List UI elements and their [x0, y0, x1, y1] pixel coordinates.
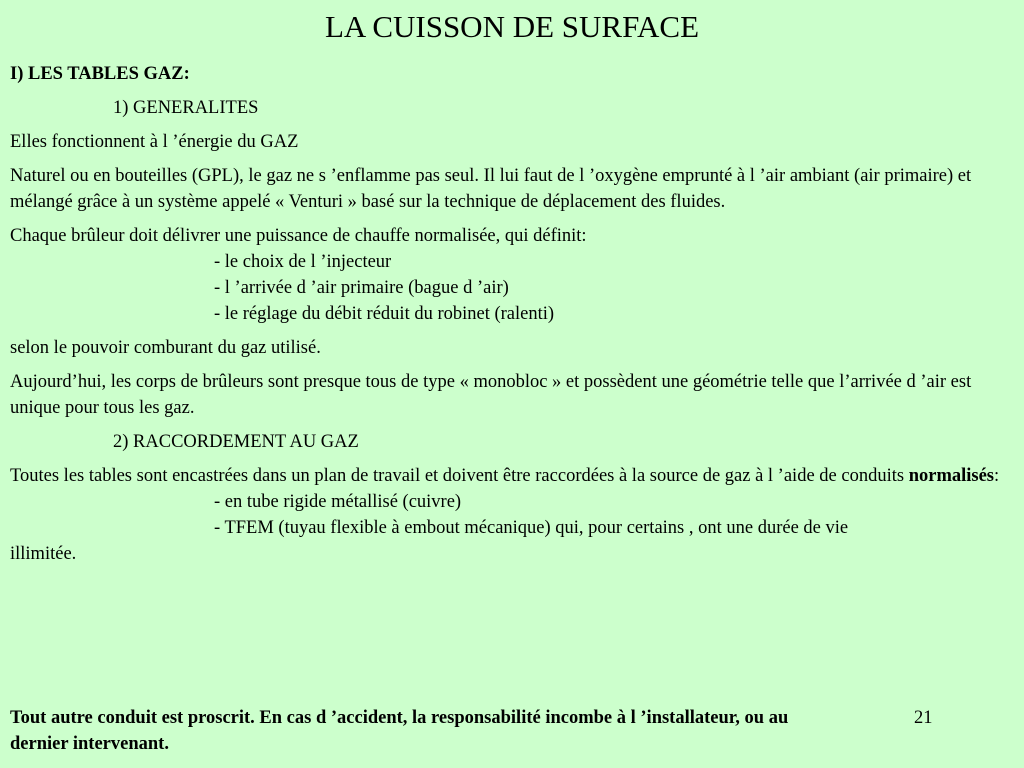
list-item-continuation: illimitée.: [10, 544, 77, 564]
subheading-generalites: 1) GENERALITES: [113, 98, 259, 118]
paragraph-energie: Elles fonctionnent à l ’énergie du GAZ: [10, 132, 299, 152]
subheading-raccordement: 2) RACCORDEMENT AU GAZ: [113, 432, 359, 452]
paragraph-encastrees: [10, 463, 1014, 489]
list-item: - TFEM (tuyau flexible à embout mécanique) qui, pour certains , ont une durée de vie: [214, 518, 849, 538]
slide-title: LA CUISSON DE SURFACE: [324, 9, 700, 44]
warning-note: Tout autre conduit est proscrit. En cas d ’accident, la responsabilité incombe à l ’installateur, ou au dernier intervenant.: [10, 708, 789, 754]
list-item: - le choix de l ’injecteur: [214, 252, 392, 272]
emphasis-normalises: normalisés: [908, 466, 994, 486]
paragraph-monobloc: Aujourd’hui, les corps de brûleurs sont presque tous de type « monobloc » et possèdent une géométrie telle que l’arrivée d ’air est unique pour tous les gaz.: [10, 372, 972, 418]
paragraph-encastrees-text: Toutes les tables sont encastrées dans un plan de travail et doivent être raccordées à la source de gaz à l ’aide de conduits: [10, 466, 909, 486]
slide-content: [10, 61, 1014, 567]
section-heading-tables-gaz: I) LES TABLES GAZ:: [10, 64, 190, 84]
paragraph-bruleur: Chaque brûleur doit délivrer une puissance de chauffe normalisée, qui définit:: [10, 226, 587, 246]
paragraph-encastrees-colon: :: [994, 466, 1000, 486]
paragraph-pouvoir-comburant: selon le pouvoir comburant du gaz utilisé.: [10, 338, 321, 358]
list-item: - en tube rigide métallisé (cuivre): [214, 492, 462, 512]
page-number: 21: [914, 708, 933, 728]
list-item: - l ’arrivée d ’air primaire (bague d ’air): [214, 278, 509, 298]
list-item: - le réglage du débit réduit du robinet (ralenti): [214, 304, 555, 324]
paragraph-gaz-naturel: Naturel ou en bouteilles (GPL), le gaz ne s ’enflamme pas seul. Il lui faut de l ’oxygène emprunté à l ’air ambiant (air primaire) et mélangé grâce à un système appelé « Venturi » basé sur la technique de déplacement des fluides.: [10, 166, 972, 212]
